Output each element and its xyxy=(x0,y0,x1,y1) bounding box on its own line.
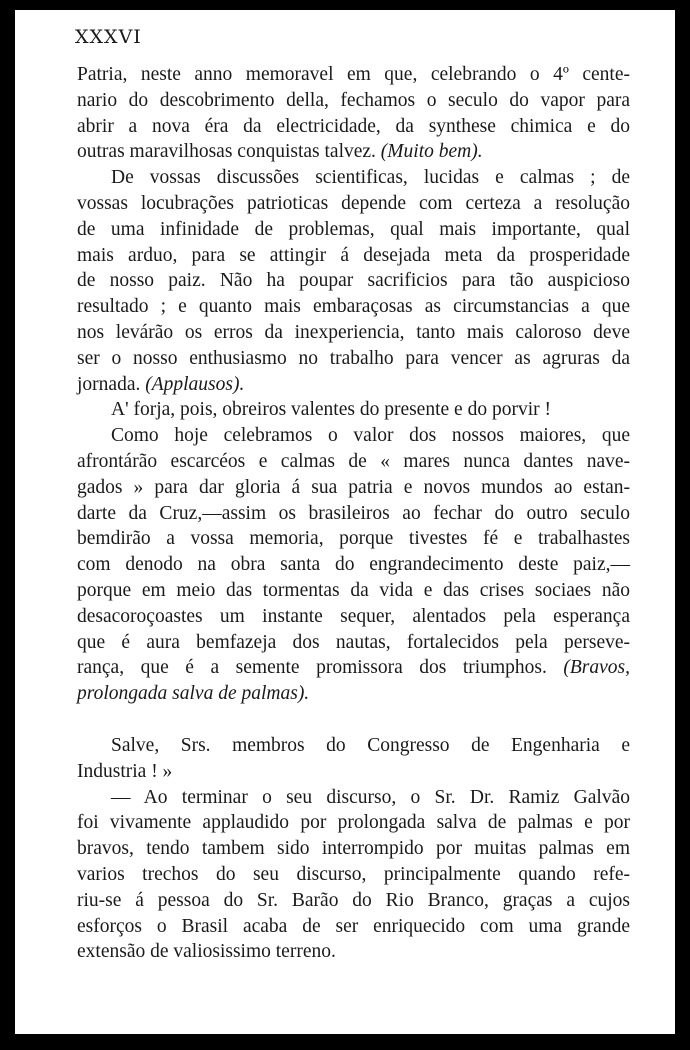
text-line: Patria, neste anno memoravel em que, celebrando o 4º cente- xyxy=(77,64,630,85)
text-line: bravos, tendo tambem sido interrompido por muitas palmas em xyxy=(77,838,630,860)
text-line: Como hoje celebramos o valor dos nossos maiores, que xyxy=(111,425,630,447)
audience-reaction: (Muito bem). xyxy=(380,141,483,163)
text-line: nario do descobrimento della, fechamos o seculo do vapor para xyxy=(77,89,630,111)
text-line: mais arduo, para se attingir á desejada meta da prosperidade xyxy=(77,244,630,266)
text-line: afrontárão escarcéos e calmas de « mares nunca dantes nave- xyxy=(77,450,630,472)
text-line: desacoroçoastes um instante sequer, alentados pela esperança xyxy=(77,605,630,627)
text-line xyxy=(77,681,630,707)
text-line: que é aura bemfazeja dos nautas, fortalecidos pela perseve- xyxy=(77,631,630,653)
text-line: gados » para dar gloria á sua patria e novos mundos ao estan- xyxy=(77,476,630,498)
text-line: ser o nosso enthusiasmo no trabalho para vencer as agruras da xyxy=(77,347,630,369)
audience-reaction: prolongada salva de palmas). xyxy=(77,683,310,705)
text-line: abrir a nova éra da electricidade, da synthese chimica e do xyxy=(77,115,630,137)
text-line: — Ao terminar o seu discurso, o Sr. Dr. Ramiz Galvão xyxy=(111,786,630,808)
audience-reaction: (Applausos). xyxy=(145,373,245,395)
page-number: XXXVI xyxy=(75,26,142,48)
text-line: Industria ! » xyxy=(77,760,173,782)
text-line: riu-se á pessoa do Sr. Barão do Rio Branco, graças a cujos xyxy=(77,889,630,911)
text-line: Salve, Srs. membros do Congresso de Engenharia e xyxy=(111,734,630,756)
text-line: A' forja, pois, obreiros valentes do presente e do porvir ! xyxy=(111,399,551,421)
text-line: porque em meio das tormentas da vida e das crises sociaes não xyxy=(77,579,630,601)
text-line: resultado ; e quanto mais embaraçosas as circumstancias a que xyxy=(77,296,630,318)
text-line: vossas locubrações patrioticas depende com certeza a resolução xyxy=(77,192,630,214)
text-line: jornada. (Applausos). xyxy=(77,373,245,395)
paragraph-gap xyxy=(77,707,630,733)
text-line: de uma infinidade de problemas, qual mais importante, qual xyxy=(77,218,630,240)
text-line: darte da Cruz,—assim os brasileiros ao fechar do outro seculo xyxy=(77,502,630,524)
text-line: outras maravilhosas conquistas talvez. (Muito bem). xyxy=(77,141,483,163)
text-line: rança, que é a semente promissora dos triumphos. (Bravos, xyxy=(77,657,630,679)
text-line: foi vivamente applaudido por prolongada salva de palmas e por xyxy=(77,812,630,834)
text-line: com denodo na obra santa do engrandecimento deste paiz,— xyxy=(77,554,630,576)
text-line: de nosso paiz. Não ha poupar sacrificios para tão auspicioso xyxy=(77,270,630,292)
text-line: extensão de valiosissimo terreno. xyxy=(77,941,336,963)
text-line: varios trechos do seu discurso, principalmente quando refe- xyxy=(77,863,630,885)
audience-reaction: (Bravos, xyxy=(563,657,630,679)
text-line: bemdirão a vossa memoria, porque tivestes fé e trabalhastes xyxy=(77,528,630,550)
body-text xyxy=(77,62,630,965)
text-line: esforços o Brasil acaba de ser enriquecido com uma grande xyxy=(77,915,630,937)
book-page xyxy=(15,10,675,1034)
text-line: De vossas discussões scientificas, lucidas e calmas ; de xyxy=(111,167,630,189)
text-line: nos levárão os erros da inexperiencia, tanto mais caloroso deve xyxy=(77,321,630,343)
